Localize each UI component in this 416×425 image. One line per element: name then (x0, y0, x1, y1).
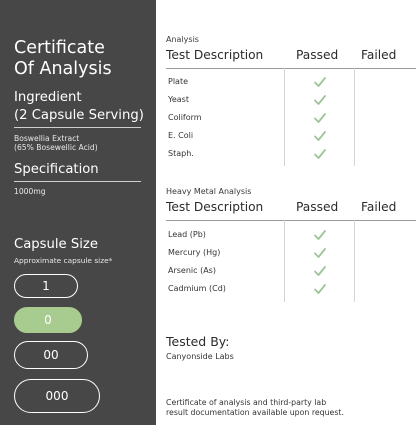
check-icon (313, 129, 327, 143)
tested-by-heading: Tested By: (166, 334, 230, 349)
footnote-line1: Certificate of analysis and third-party lab (166, 398, 327, 407)
check-icon (313, 282, 327, 296)
capsule-size-note: Approximate capsule size* (14, 256, 113, 265)
heavy-metal-header-rule (166, 220, 416, 221)
specification-heading: Specification (14, 162, 99, 177)
analysis-row-label: Yeast (168, 95, 189, 104)
certificate-title (14, 38, 112, 80)
analysis-row-label: E. Coli (168, 131, 194, 140)
heavy-metal-row-label: Arsenic (As) (168, 266, 216, 275)
analysis-row-label: Plate (168, 77, 189, 86)
certificate-title-line2: Of Analysis (14, 59, 112, 79)
heavy-metal-col-test: Test Description (166, 200, 264, 214)
analysis-section-label: Analysis (166, 35, 199, 44)
footnote-line2: result documentation available upon request. (166, 408, 344, 417)
footnote (166, 398, 412, 418)
check-icon (313, 93, 327, 107)
capsule-size-1[interactable]: 1 (14, 274, 78, 298)
specification-divider (14, 181, 141, 182)
capsule-size-heading: Capsule Size (14, 237, 98, 252)
heavy-metal-divider-passed (284, 220, 285, 302)
specification-value: 1000mg (14, 187, 46, 196)
heavy-metal-divider-failed (354, 220, 355, 302)
check-icon (313, 111, 327, 125)
heavy-metal-col-passed: Passed (296, 200, 339, 214)
check-icon (313, 264, 327, 278)
check-icon (313, 228, 327, 242)
ingredient-heading-line1: Ingredient (14, 90, 82, 105)
ingredient-name-line2: (65% Bosewellic Acid) (14, 143, 98, 152)
left-panel (0, 0, 156, 425)
analysis-divider-passed (284, 68, 285, 166)
heavy-metal-row-label: Mercury (Hg) (168, 248, 221, 257)
ingredient-name (14, 134, 98, 152)
heavy-metal-section-label: Heavy Metal Analysis (166, 187, 252, 196)
right-panel (156, 0, 416, 425)
analysis-col-passed: Passed (296, 48, 339, 62)
analysis-row-label: Staph. (168, 149, 194, 158)
heavy-metal-row-label: Cadmium (Cd) (168, 284, 226, 293)
analysis-col-failed: Failed (361, 48, 397, 62)
tested-by-lab: Canyonside Labs (166, 352, 234, 361)
ingredient-name-line1: Boswellia Extract (14, 134, 80, 143)
certificate-title-line1: Certificate (14, 38, 105, 58)
analysis-header-rule (166, 68, 416, 69)
analysis-col-test: Test Description (166, 48, 264, 62)
capsule-size-0[interactable]: 0 (14, 307, 82, 333)
analysis-divider-failed (354, 68, 355, 166)
capsule-size-000[interactable]: 000 (14, 379, 100, 413)
ingredient-heading (14, 89, 144, 125)
analysis-row-label: Coliform (168, 113, 202, 122)
check-icon (313, 246, 327, 260)
heavy-metal-col-failed: Failed (361, 200, 397, 214)
check-icon (313, 147, 327, 161)
ingredient-heading-line2: (2 Capsule Serving) (14, 108, 144, 123)
ingredient-divider (14, 127, 141, 128)
heavy-metal-row-label: Lead (Pb) (168, 230, 206, 239)
check-icon (313, 75, 327, 89)
capsule-size-00[interactable]: 00 (14, 341, 88, 369)
